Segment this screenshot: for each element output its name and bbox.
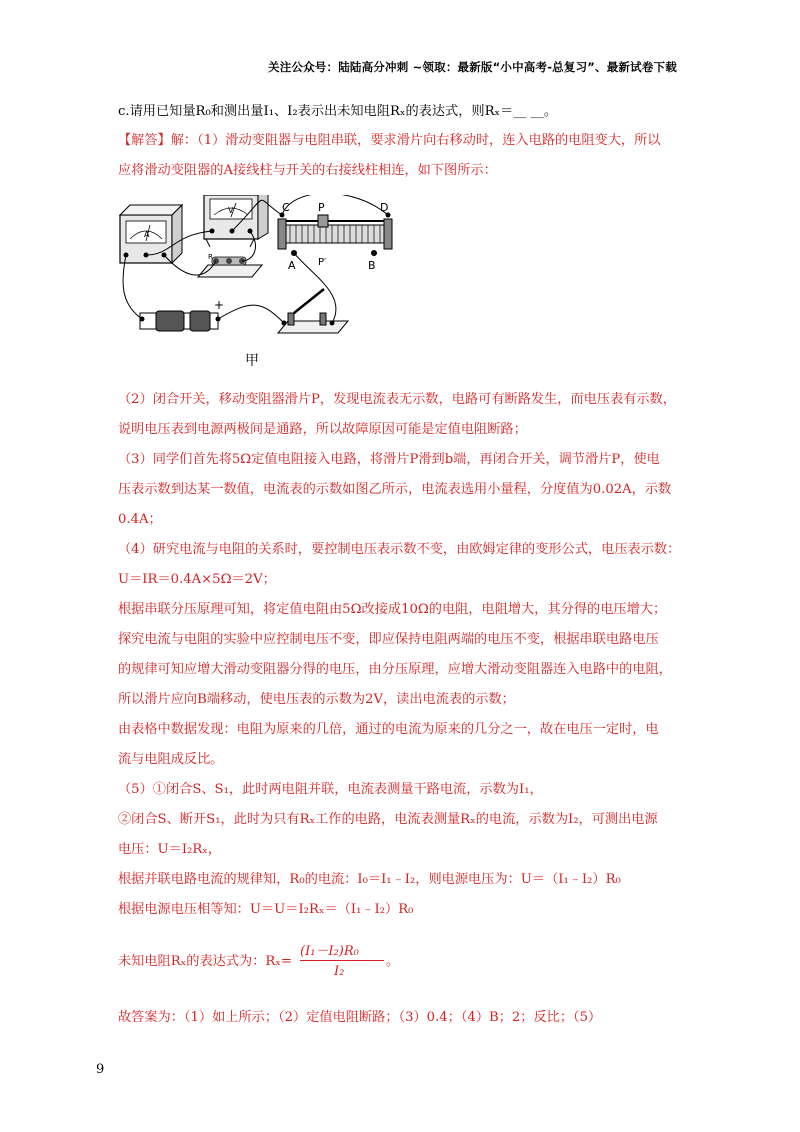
answer-line-19: 根据并联电路电流的规律知，R₀的电流：I₀＝I₁﹣I₂，则电源电压为：U＝（I₁﹣I₂）R₀	[118, 872, 621, 887]
resistor-label: R	[208, 253, 213, 261]
answer-line-6: 压表示数到达某一数值，电流表的示数如图乙所示，电流表选用小量程，分度值为0.02A，示数	[118, 482, 672, 497]
answer-line-4: 说明电压表到电源两极间是通路，所以故障原因可能是定值电阻断路；	[118, 422, 527, 437]
circuit-diagram	[112, 195, 412, 375]
answer-line-20: 根据电源电压相等知：U＝U＝I₂Rₓ＝（I₁﹣I₂）R₀	[118, 902, 414, 917]
slider-p-label: P	[318, 201, 325, 214]
terminal-d-label: D	[380, 201, 389, 214]
slider-p-prime-label: P′	[318, 257, 327, 268]
terminal-a-label: A	[288, 259, 296, 272]
answer-line-8: （4）研究电流与电阻的关系时，要控制电压表示数不变，由欧姆定律的变形公式，电压表示数：	[118, 542, 681, 557]
page-header: 关注公众号：陆陆高分冲刺 ~领取：最新版“小中高考-总复习”、最新试卷下载	[268, 60, 677, 74]
answer-line-12: 的规律可知应增大滑动变阻器分得的电压，由分压原理，应增大滑动变阻器连入电路中的电阻，	[118, 662, 672, 677]
answer-line-2: 应将滑动变阻器的A接线柱与开关的右接线柱相连，如下图所示：	[118, 163, 497, 178]
answer-line-5: （3）同学们首先将5Ω定值电阻接入电路，将滑片P滑到b端，再闭合开关，调节滑片P，使电	[118, 452, 660, 467]
answer-line-15: 流与电阻成反比。	[118, 752, 224, 767]
page-number: 9	[96, 1062, 105, 1077]
terminal-b-label: B	[368, 259, 376, 272]
rheostat	[278, 201, 392, 272]
question-part-c: c.请用已知量R₀和测出量I₁、I₂表示出未知电阻Rₓ的表达式，则Rₓ＝__ __。	[118, 104, 558, 119]
answer-line-3: （2）闭合开关，移动变阻器滑片P，发现电流表无示数，电路可有断路发生，而电压表有示数，	[118, 392, 676, 407]
answer-label: 【解答】	[118, 133, 171, 148]
ammeter-label: A	[144, 230, 150, 239]
answer-line-13: 所以滑片应向B端移动，使电压表的示数为2V，读出电流表的示数；	[118, 692, 515, 707]
battery	[140, 298, 225, 331]
formula-numerator: (I₁－I₂)R₀	[300, 944, 359, 959]
answer-line-1: 解：（1）滑动变阻器与电阻串联，要求滑片向右移动时，连入电路的电阻变大，所以	[170, 133, 661, 148]
formula-denominator: I₂	[334, 964, 345, 979]
answer-line-14: 由表格中数据发现：电阻为原来的几倍，通过的电流为原来的几分之一，故在电压一定时，电	[118, 722, 659, 737]
terminal-c-label: C	[282, 201, 290, 214]
answer-line-10: 根据串联分压原理可知，将定值电阻由5Ω改接成10Ω的电阻，电阻增大，其分得的电压增大；	[118, 602, 667, 617]
battery-plus-label: +	[214, 298, 225, 312]
answer-intro	[118, 129, 660, 148]
voltmeter-label: V	[228, 206, 234, 215]
switch	[278, 289, 348, 333]
answer-line-11: 探究电流与电阻的实验中应控制电压不变，即应保持电阻两端的电压不变，根据串联电路电压	[118, 632, 659, 647]
formula-period: 。	[386, 954, 400, 969]
answer-line-16: （5）①闭合S、S₁，此时两电阻并联，电流表测量干路电流，示数为I₁，	[118, 782, 543, 797]
answer-line-7: 0.4A；	[118, 512, 162, 527]
figure-caption: 甲	[245, 353, 259, 369]
answer-line-18: 电压：U＝I₂Rₓ，	[118, 842, 222, 857]
answer-line-9: U＝IR＝0.4A×5Ω＝2V；	[118, 572, 276, 587]
answer-line-17: ②闭合S、断开S₁，此时为只有Rₓ工作的电路，电流表测量Rₓ的电流，示数为I₂，可测出电源	[118, 812, 658, 827]
final-answer: 故答案为：（1）如上所示；（2）定值电阻断路；（3）0.4；（4）B；2；反比；（5）	[118, 1010, 602, 1025]
fraction-bar	[300, 960, 384, 961]
answer-line-21: 未知电阻Rₓ的表达式为：Rₓ=	[118, 954, 292, 969]
